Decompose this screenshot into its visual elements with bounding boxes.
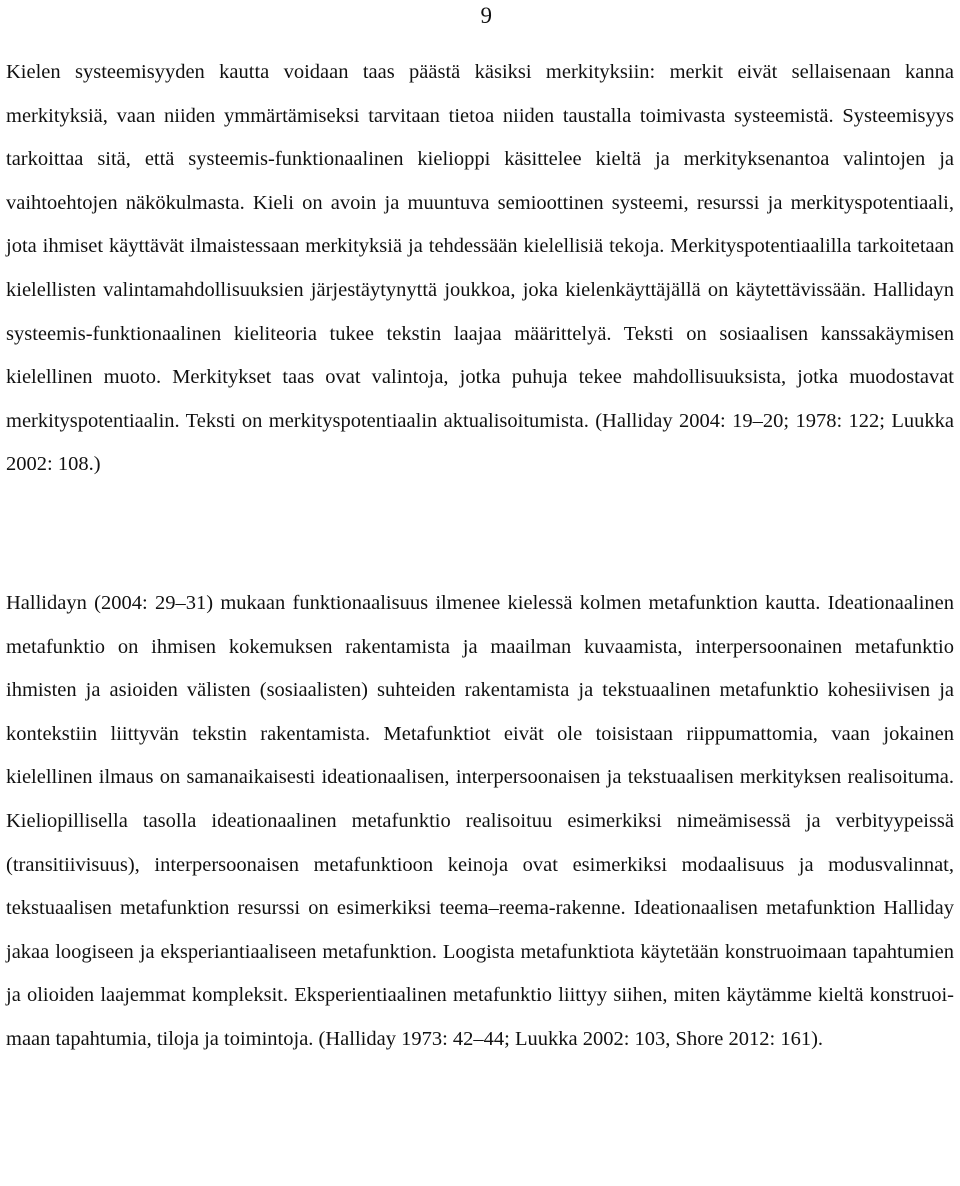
body-paragraph-2: Hallidayn (2004: 29–31) mukaan funktionaalisuus ilmenee kielessä kolmen metafunktion kautta. Ideationaalinen metafunktio on ihmisen kokemuksen rakentamista ja maailman kuvaamista, interpersoonainen metafunktio ihmisten ja asioiden välisten (sosiaalisten) suhteiden rakentamista ja tekstuaalinen metafunktio kohesiivisen ja kontekstiin liittyvän tekstin rakentamista. Metafunktiot eivät ole toisistaan riippumattomia, vaan jokainen kielellinen ilmaus on samanaikaisesti ideationaalisen, interpersoonaisen ja tekstuaalisen merkityksen realisoituma. Kieliopillisella tasolla ideationaalinen metafunktio realisoituu esimerkiksi nimeämisessä ja verbityypeissä (transitiivisuus), interpersoonaisen metafunktioon keinoja ovat esimerkiksi modaalisuus ja modusvalinnat, tekstuaalisen metafunktion resurssi on esimerkiksi teema–reema-rakenne. Ideationaalisen metafunktion Halliday jakaa loogiseen ja eksperiantiaaliseen metafunktion. Loogista metafunktiota käytetään konstruoimaan tapahtumien ja olioiden laajemmat kompleksit. Eksperientiaalinen metafunktio liittyy siihen, miten käytämme kieltä konstruoimaan tapahtumia, tiloja ja toimintoja. (Halliday 1973: 42–44; Luukka 2002: 103, Shore 2012: 161).	[6, 592, 954, 1050]
body-paragraph-1: Kielen systeemisyyden kautta voidaan taas päästä käsiksi merkityksiin: merkit eivät sellaisenaan kanna merkityksiä, vaan niiden ymmärtämiseksi tarvitaan tietoa niiden taustalla toimivasta systeemistä. Systeemisyys tarkoittaa sitä, että systeemis-funktionaalinen kielioppi käsittelee kieltä ja merkityksenantoa valintojen ja vaihtoehtojen näkökulmasta. Kieli on avoin ja muuntuva semioottinen systeemi, resurssi ja merkityspotentiaali, jota ihmiset käyttävät ilmaistessaan merkityksiä ja tehdessään kielellisiä tekoja. Merkityspotentiaalilla tarkoitetaan kielellisten valintamahdollisuuksien järjestäytynyttä joukkoa, joka kielenkäyttäjällä on käytettävissään. Hallidayn systeemis-funktionaalinen kieliteoria tukee tekstin laajaa määrittelyä. Teksti on sosiaalisen kanssakäymisen kielellinen muoto. Merkitykset taas ovat valintoja, jotka puhuja tekee mahdollisuuksista, jotka muodostavat merkityspotentiaalin. Teksti on merkityspotentiaalin aktualisoitumista. (Halliday 2004: 19–20; 1978: 122; Luukka 2002: 108.)	[6, 61, 954, 476]
page-number: 9	[480, 3, 492, 28]
